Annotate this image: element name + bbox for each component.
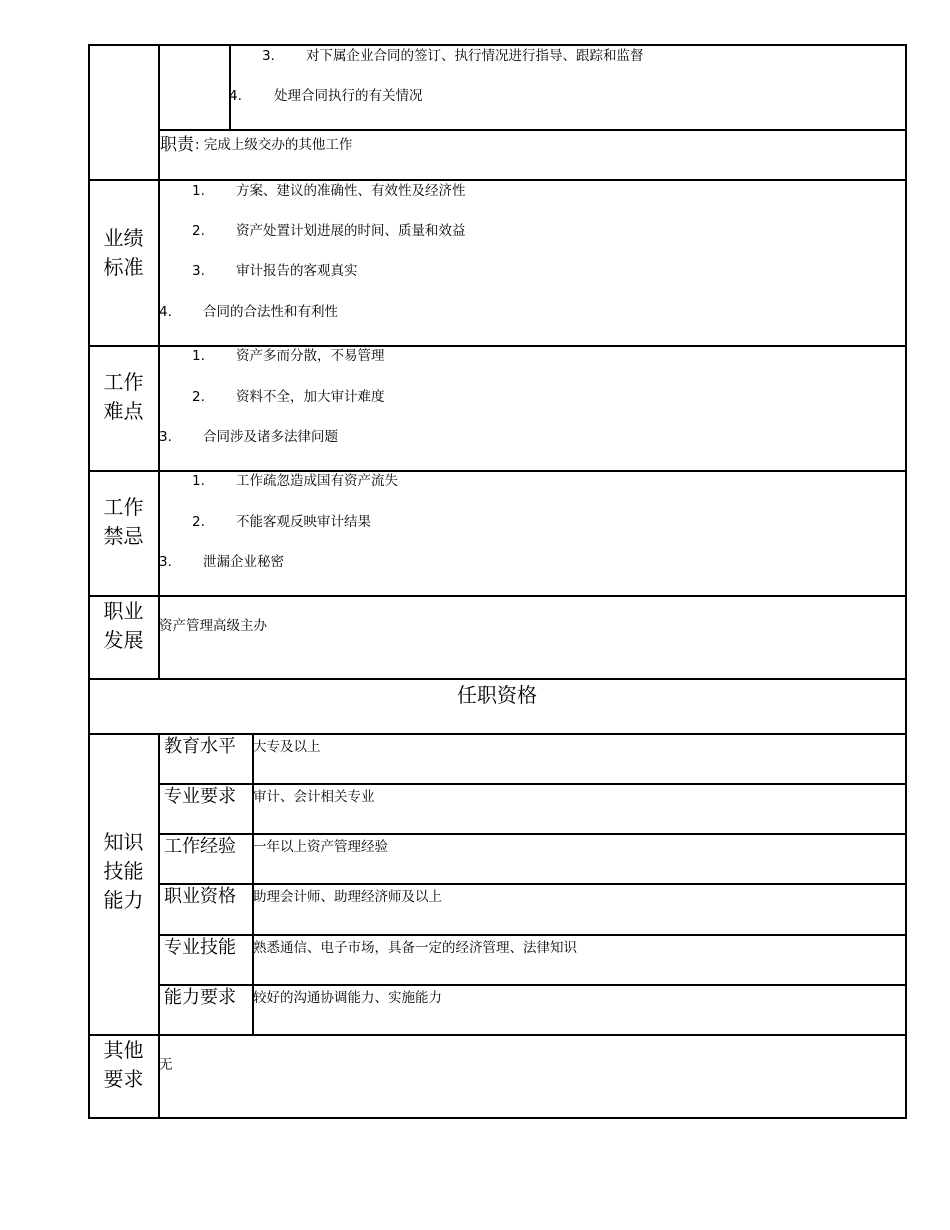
qual-row-value: 大专及以上	[253, 739, 321, 755]
duty-text: 对下属企业合同的签订、执行情况进行指导、跟踪和监督	[306, 48, 644, 64]
table-border-top	[88, 44, 907, 46]
performance-number: 1.	[192, 183, 205, 199]
other-text: 无	[159, 1057, 173, 1073]
duty-number: 4.	[229, 88, 242, 104]
qual-row-line	[158, 934, 907, 936]
difficulty-item: 合同涉及诸多法律问题	[203, 429, 338, 445]
section-line-difficulties	[88, 345, 907, 347]
duty-text: 处理合同执行的有关情况	[274, 88, 423, 104]
qual-row-value: 助理会计师、助理经济师及以上	[253, 889, 442, 905]
qual-row-value: 审计、会计相关专业	[253, 789, 375, 805]
qual-row-label: 专业技能	[164, 937, 236, 958]
qual-row-label: 职业资格	[164, 886, 236, 907]
taboos-label: 工作 禁忌	[103, 495, 144, 548]
taboo-number: 2.	[192, 514, 205, 530]
taboo-item: 工作疏忽造成国有资产流失	[236, 473, 398, 489]
duty-number: 3.	[262, 48, 275, 64]
difficulty-number: 3.	[159, 429, 172, 445]
difficulty-number: 1.	[192, 348, 205, 364]
table-border-bottom	[88, 1117, 907, 1119]
difficulty-number: 2.	[192, 389, 205, 405]
table-border-left	[88, 44, 90, 1118]
section-line-performance	[88, 179, 907, 181]
qual-row-label: 能力要求	[164, 987, 236, 1008]
difficulties-label: 工作 难点	[103, 370, 144, 423]
duties-sub-divider	[229, 44, 231, 130]
performance-label: 业绩 标准	[103, 226, 144, 279]
qual-row-line	[158, 783, 907, 785]
duties-row-line	[158, 129, 907, 131]
section-line-qual-title	[88, 678, 907, 680]
performance-item: 合同的合法性和有利性	[203, 304, 338, 320]
section-line-other	[88, 1034, 907, 1036]
other-label: 其他 要求	[103, 1038, 144, 1091]
difficulty-item: 资产多而分散，不易管理	[236, 348, 385, 364]
qual-row-label: 工作经验	[164, 836, 236, 857]
career-text: 资产管理高级主办	[159, 618, 267, 634]
difficulty-item: 资料不全，加大审计难度	[236, 389, 385, 405]
taboo-number: 1.	[192, 473, 205, 489]
qual-row-value: 一年以上资产管理经验	[253, 839, 388, 855]
duties-other-text: : 完成上级交办的其他工作	[195, 137, 353, 153]
duties-other-label: 职责	[160, 135, 194, 155]
performance-number: 4.	[159, 304, 172, 320]
career-label: 职业 发展	[103, 599, 144, 652]
taboo-item: 不能客观反映审计结果	[236, 514, 371, 530]
section-line-qual	[88, 733, 907, 735]
performance-number: 3.	[192, 263, 205, 279]
performance-number: 2.	[192, 223, 205, 239]
section-line-taboos	[88, 470, 907, 472]
qualifications-title: 任职资格	[457, 683, 537, 707]
qual-row-value: 熟悉通信、电子市场，具备一定的经济管理、法律知识	[253, 940, 577, 956]
performance-item: 方案、建议的准确性、有效性及经济性	[236, 183, 466, 199]
qual-row-line	[158, 984, 907, 986]
qualifications-label: 知识 技能 能力	[103, 830, 144, 912]
taboo-item: 泄漏企业秘密	[203, 554, 284, 570]
qual-row-line	[158, 833, 907, 835]
taboo-number: 3.	[159, 554, 172, 570]
qual-row-label: 教育水平	[164, 736, 236, 757]
performance-item: 资产处置计划进展的时间、质量和效益	[236, 223, 466, 239]
qual-row-value: 较好的沟通协调能力、实施能力	[253, 990, 442, 1006]
table-border-right	[905, 44, 907, 1118]
performance-item: 审计报告的客观真实	[236, 263, 358, 279]
qual-row-label: 专业要求	[164, 786, 236, 807]
qual-row-line	[158, 883, 907, 885]
section-line-career	[88, 595, 907, 597]
